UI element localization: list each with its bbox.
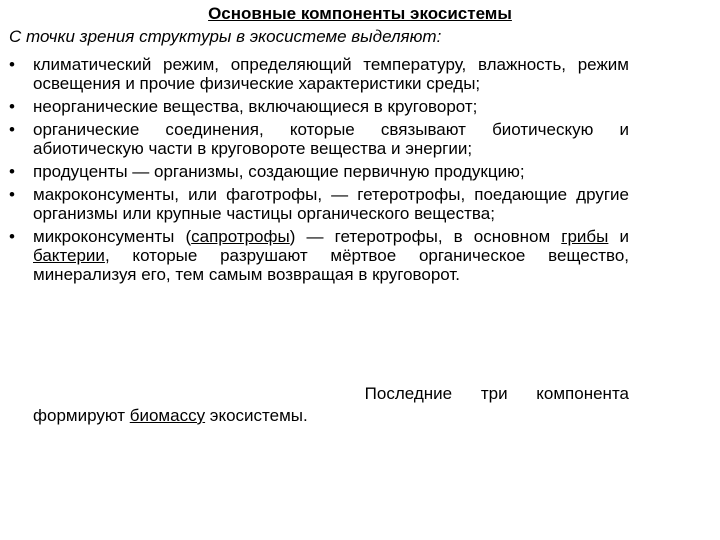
slide-title: Основные компоненты экосистемы bbox=[208, 4, 512, 23]
bullet-icon: • bbox=[9, 227, 15, 246]
list-item-text: макроконсументы, или фаготрофы, — гетеротрофы, поедающие другие организмы или крупные частицы органического вещества; bbox=[33, 185, 629, 223]
list-item bbox=[9, 55, 629, 93]
components-list bbox=[9, 55, 629, 288]
intro-text: С точки зрения структуры в экосистеме выделяют: bbox=[9, 27, 442, 46]
bullet-icon: • bbox=[9, 55, 15, 74]
list-item-text-pre: микроконсументы ( bbox=[33, 227, 192, 246]
list-item-text: климатический режим, определяющий температуру, влажность, режим освещения и прочие физические характеристики среды; bbox=[33, 55, 629, 93]
list-item bbox=[9, 162, 629, 181]
bullet-icon: • bbox=[9, 185, 15, 204]
list-item-text: неорганические вещества, включающиеся в круговорот; bbox=[33, 97, 478, 116]
outro-post: экосистемы. bbox=[205, 406, 308, 425]
bullet-icon: • bbox=[9, 97, 15, 116]
list-item-text: органические соединения, которые связывают биотическую и абиотическую части в круговороте вещества и энергии; bbox=[33, 120, 629, 158]
list-item bbox=[9, 185, 629, 223]
list-item bbox=[9, 227, 629, 284]
list-item-text-mid: ) — гетеротрофы, в основном bbox=[289, 227, 562, 246]
outro-text bbox=[33, 383, 629, 427]
link-fungi[interactable]: грибы bbox=[561, 227, 609, 246]
outro-pre: формируют bbox=[33, 406, 130, 425]
outro-line-1: Последние три компонента bbox=[364, 384, 629, 403]
list-item bbox=[9, 97, 629, 116]
list-item-text-mid: и bbox=[608, 227, 629, 246]
link-bacteria[interactable]: бактерии bbox=[33, 246, 105, 265]
list-item-text-post: , которые разрушают мёртвое органическое вещество, минерализуя его, тем самым возвращая в круговорот. bbox=[33, 246, 629, 284]
link-saprotrophs[interactable]: сапротрофы bbox=[191, 227, 290, 246]
bullet-icon: • bbox=[9, 120, 15, 139]
link-biomass[interactable]: биомассу bbox=[129, 406, 206, 425]
list-item-text: продуценты — организмы, создающие первичную продукцию; bbox=[33, 162, 525, 181]
bullet-icon: • bbox=[9, 162, 15, 181]
list-item bbox=[9, 120, 629, 158]
